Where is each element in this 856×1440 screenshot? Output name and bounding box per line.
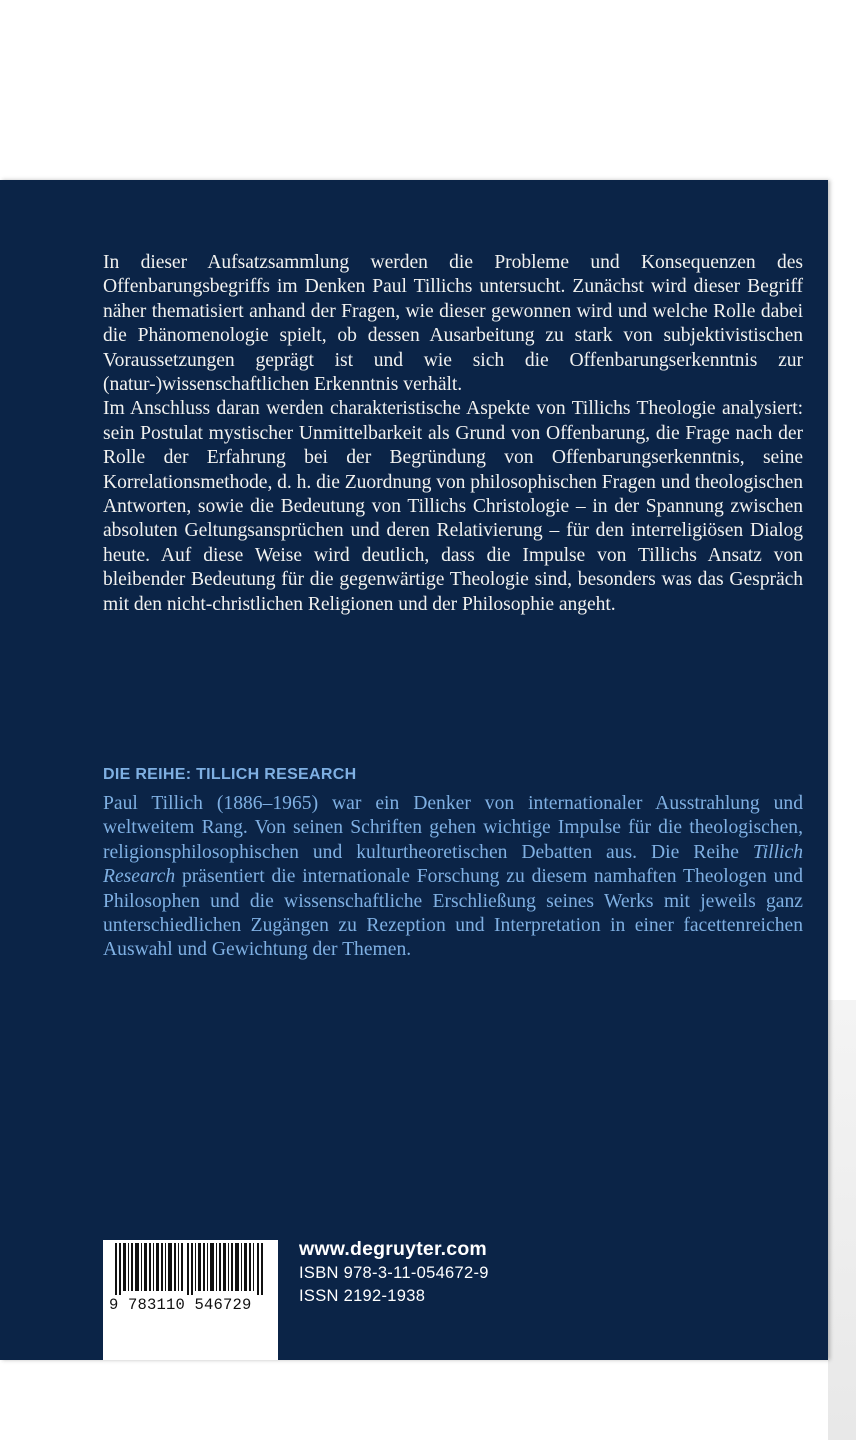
description-paragraph-2: Im Anschluss daran werden charakteristische Aspekte von Tillichs Theologie analysiert: sein Postulat mystischer Unmittelbarkeit als Grund von Offenbarung, die Frage nach der Rolle der Erfahrung bei der Begründung von Offenbarungserkenntnis, seine Korrelationsmethode, d. h. die Zuordnung von philosophischen Fragen und theologischen Antworten, sowie die Bedeutung von Tillichs Christologie – in der Spannung zwischen absoluten Geltungsansprüchen und deren Relativierung – für den interreligiösen Dialog heute. Auf diese Weise wird deutlich, dass die Impulse von Tillichs Ansatz von bleibender Bedeutung für die gegenwärtige Theologie sind, besonders was das Gespräch mit den nicht-christlichen Religionen und der Philosophie angeht. — [103, 398, 803, 615]
publisher-url: www.degruyter.com — [299, 1238, 487, 1260]
publisher-info — [299, 1236, 489, 1308]
barcode-bars — [115, 1243, 267, 1295]
series-text-end: präsentiert die internationale Forschung zu diesem namhaften Theologen und Philosophen und die wissenschaftliche Erschließung seines Werks mit jeweils ganz unterschiedlichen Zugängen zu Rezeption und Interpretation in einer facettenreichen Auswahl und Gewichtung der Themen. — [103, 866, 803, 961]
series-description — [103, 792, 803, 963]
barcode-number: 9 783110 546729 — [109, 1296, 252, 1314]
isbn-barcode — [103, 1240, 278, 1360]
series-heading: DIE REIHE: TILLICH RESEARCH — [103, 766, 357, 783]
issn-number: ISSN 2192-1938 — [299, 1287, 426, 1305]
description-paragraph-1: In dieser Aufsatzsammlung werden die Probleme und Konsequenzen des Offenbarungsbegriffs im Denken Paul Tillichs untersucht. Zunächst wird dieser Begriff näher thematisiert anhand der Fragen, wie dieser gewonnen wird und welche Rolle dabei die Phänomenologie spielt, ob dessen Ausarbeitung zu stark von subjektivistischen Voraussetzungen geprägt ist und wie sich die Offenbarungserkenntnis zur (natur-)wissenschaftlichen Erkenntnis verhält. — [103, 252, 803, 396]
book-description — [103, 251, 803, 617]
isbn-number: ISBN 978-3-11-054672-9 — [299, 1264, 489, 1282]
series-section — [103, 764, 803, 963]
book-back-cover — [0, 180, 828, 1360]
series-text-start: Paul Tillich (1886–1965) war ein Denker von internationaler Ausstrahlung und weltweitem Rang. Von seinen Schriften gehen wichtige Impulse für die theologischen, religionsphilosophischen und kulturtheoretischen Debatten aus. Die Reihe — [103, 793, 803, 863]
series-title-italic: Tillich Research — [103, 841, 803, 888]
page-edge-shadow — [828, 1000, 856, 1440]
